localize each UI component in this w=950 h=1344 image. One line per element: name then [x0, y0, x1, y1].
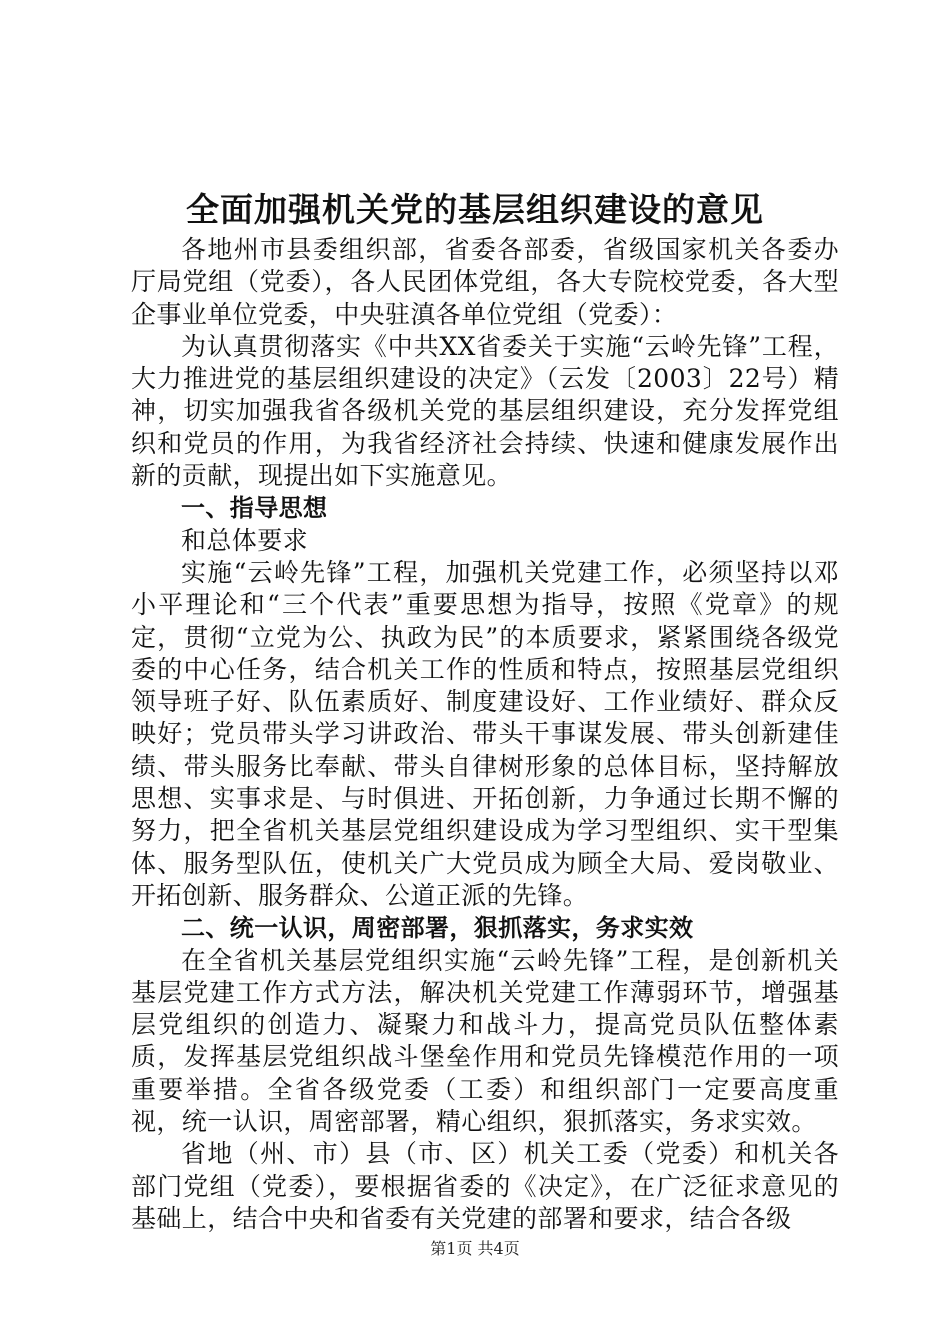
- document-body: [131, 234, 839, 1235]
- section-heading-2: 二、统一认识，周密部署，狠抓落实，务求实效: [181, 914, 694, 943]
- paragraph-deployment: 省地（州、市）县（市、区）机关工委（党委）和机关各部门党组（党委），要根据省委的《决定》，在广泛征求意见的基础上，结合中央和省委有关党建的部署和要求，结合各级: [131, 1139, 839, 1233]
- document-title: 全面加强机关党的基层组织建设的意见: [186, 190, 764, 229]
- paragraph-guiding-ideology: 实施“云岭先锋”工程，加强机关党建工作，必须坚持以邓小平理论和“三个代表”重要思想为指导，按照《党章》的规定，贯彻“立党为公、执政为民”的本质要求，紧紧围绕各级党委的中心任务，结合机关工作的性质和特点，按照基层党组织领导班子好、队伍素质好、制度建设好、工作业绩好、群众反映好；党员带头学习讲政治、带头干事谋发展、带头创新建佳绩、带头服务比奉献、带头自律树形象的总体目标，坚持解放思想、实事求是、与时俱进、开拓创新，力争通过长期不懈的努力，把全省机关基层党组织建设成为学习型组织、实干型集体、服务型队伍，使机关广大党员成为顾全大局、爱岗敬业、开拓创新、服务群众、公道正派的先锋。: [131, 557, 839, 910]
- paragraph-intro: 为认真贯彻落实《中共XX省委关于实施“云岭先锋”工程，大力推进党的基层组织建设的决定》（云发〔2003〕22号）精神，切实加强我省各级机关党的基层组织建设，充分发挥党组织和党员的作用，为我省经济社会持续、快速和健康发展作出新的贡献，现提出如下实施意见。: [131, 331, 839, 491]
- section-heading-1: 一、指导思想: [181, 494, 328, 523]
- page-footer: 第1页 共4页: [430, 1239, 520, 1258]
- paragraph-importance: 在全省机关基层党组织实施“云岭先锋”工程，是创新机关基层党建工作方式方法，解决机关党建工作薄弱环节，增强基层党组织的创造力、凝聚力和战斗力，提高党员队伍整体素质，发挥基层党组织战斗堡垒作用和党员先锋模范作用的一项重要举措。全省各级党委（工委）和组织部门一定要高度重视，统一认识，周密部署，精心组织，狠抓落实，务求实效。: [131, 945, 839, 1137]
- section-heading-1-continuation: 和总体要求: [181, 525, 309, 555]
- paragraph-addressees: 各地州市县委组织部，省委各部委，省级国家机关各委办厅局党组（党委），各人民团体党组，各大专院校党委，各大型企事业单位党委，中央驻滇各单位党组（党委）：: [131, 235, 839, 329]
